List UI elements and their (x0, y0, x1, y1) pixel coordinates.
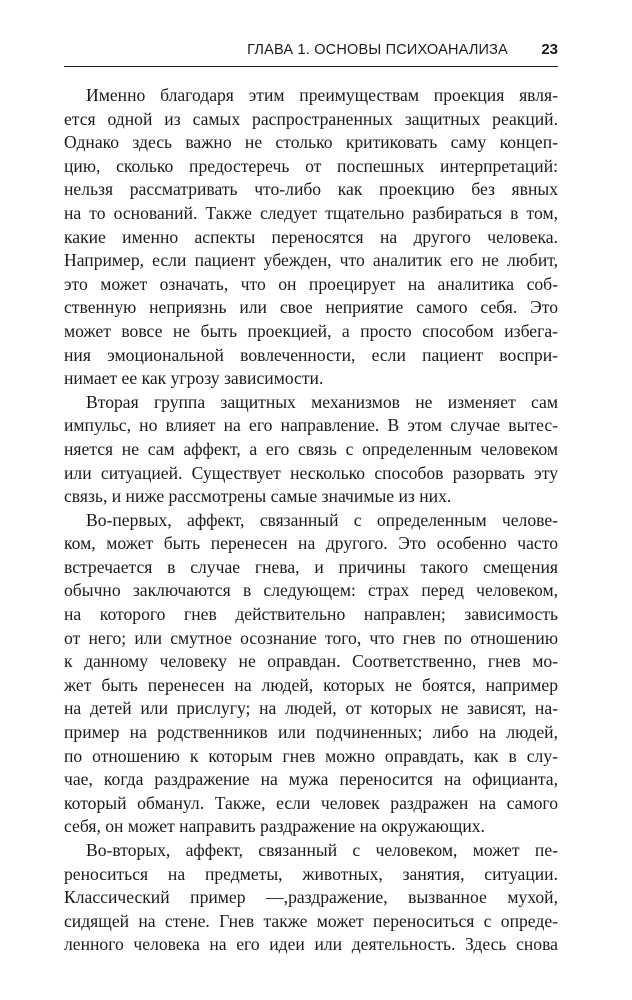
text-line: жет быть перенесен на людей, которых не боятся, например (64, 674, 558, 695)
text-line: себя, он может направить раздражение на окружающих. (64, 816, 485, 837)
paragraph (64, 84, 558, 391)
body-text (64, 84, 558, 957)
text-line: нельзя рассматривать что-либо как проекцию без явных (64, 179, 558, 200)
paragraph (64, 391, 558, 509)
text-line: связь, и ниже рассмотрены самые значимые из них. (64, 486, 452, 507)
text-line: няется не сам аффект, а его связь с определенным человеком (64, 438, 558, 459)
text-line: сидящей на стене. Гнев также может переноситься с опреде- (64, 910, 558, 931)
text-line: цию, сколько предостеречь от поспешных интерпретаций: (64, 155, 558, 176)
text-line: чае, когда раздражение на мужа переносится на официанта, (64, 769, 558, 790)
text-line: ком, может быть перенесен на другого. Это особенно часто (64, 533, 558, 554)
text-line: реноситься на предметы, животных, занятия, ситуации. (64, 863, 558, 884)
text-line: Классический пример —,раздражение, вызванное мухой, (64, 887, 558, 908)
text-line: ния эмоциональной вовлеченности, если пациент воспри- (64, 344, 558, 365)
running-header (64, 40, 558, 67)
text-line: Именно благодаря этим преимуществам проекция явля- (86, 85, 558, 105)
text-line: который обманул. Также, если человек раздражен на самого (64, 792, 558, 813)
paragraph (64, 839, 558, 957)
text-line: Вторая группа защитных механизмов не изменяет сам (86, 391, 558, 412)
text-line: встречается в случае гнева, и причины такого смещения (64, 556, 558, 577)
text-line: к данному человеку не оправдан. Соответственно, гнев мо- (64, 651, 558, 672)
paragraph (64, 509, 558, 839)
text-line: ется одной из самых распространенных защитных реакций. (64, 108, 558, 129)
text-line: по отношению к которым гнев можно оправдать, как в слу- (64, 745, 558, 766)
text-line: Во-вторых, аффект, связанный с человеком, может пе- (86, 840, 558, 860)
text-line: это может означать, что он проецирует на аналитика соб- (64, 273, 558, 294)
text-line: на то оснований. Также следует тщательно разбираться в том, (64, 202, 558, 223)
chapter-title: ГЛАВА 1. ОСНОВЫ ПСИХОАНАЛИЗА (247, 42, 508, 58)
text-line: обычно заключаются в следующем: страх перед человеком, (64, 580, 558, 601)
text-line: Во-первых, аффект, связанный с определенным челове- (86, 509, 558, 530)
text-line: ленного человека на его идеи или деятельность. Здесь снова (64, 934, 558, 955)
text-line: или ситуацией. Существует несколько способов разорвать эту (64, 462, 558, 483)
text-line: на детей или прислугу; на людей, от которых не зависят, на- (64, 698, 558, 719)
text-line: пример на родственников или подчиненных; либо на людей, (64, 722, 558, 743)
text-line: на которого гнев действительно направлен; зависимость (64, 604, 558, 625)
page-number: 23 (541, 41, 558, 58)
text-line: какие именно аспекты переносятся на другого человека. (64, 226, 558, 247)
text-line: нимает ее как угрозу зависимости. (64, 368, 324, 389)
text-line: от него; или смутное осознание того, что гнев по отношению (64, 627, 558, 648)
text-line: Например, если пациент убежден, что аналитик его не любит, (64, 250, 558, 271)
text-line: может вовсе не быть проекцией, а просто способом избега- (64, 320, 558, 341)
text-line: импульс, но влияет на его направление. В этом случае вытес- (64, 415, 558, 436)
text-line: Однако здесь важно не столько критиковать саму концеп- (64, 132, 558, 153)
text-line: ственную неприязнь или свое неприятие самого себя. Это (64, 297, 558, 318)
